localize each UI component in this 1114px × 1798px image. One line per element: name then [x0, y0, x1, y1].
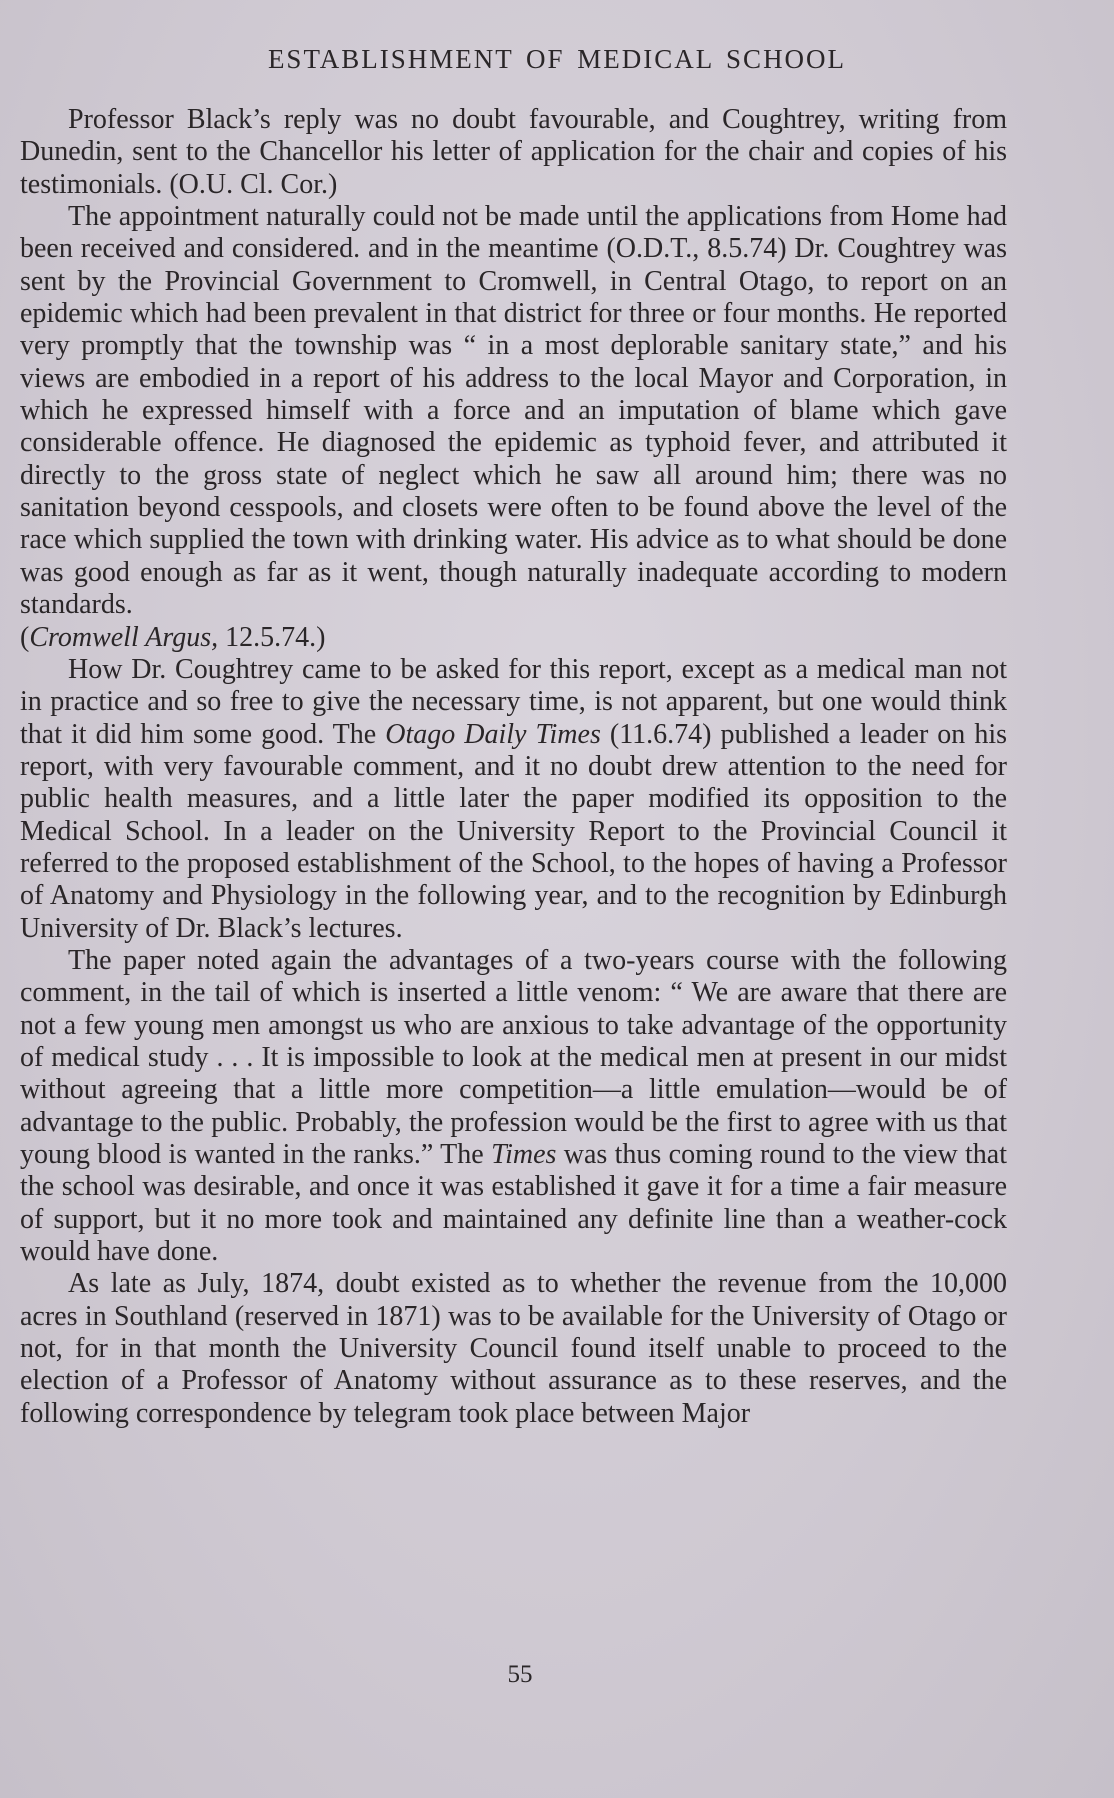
paragraph-1-text: Professor Black’s reply was no doubt favourable, and Coughtrey, writing from Dunedin, sent to the Chancellor his letter of application for the chair and copies of his testimonials. (O.U. Cl. Cor.): [20, 104, 1007, 200]
citation-italic: Cromwell Argus,: [29, 621, 219, 653]
paragraph-4-text-after: was thus coming round to the view that the school was desirable, and once it was established it gave it for a time a fair measure of support, but it no more took and maintained any definite line than a weather-cock would have done.: [20, 1139, 1008, 1268]
paragraph-4: [20, 945, 1007, 1268]
paragraph-1: [20, 104, 1007, 201]
citation-rest: 12.5.74.): [218, 621, 326, 653]
newspaper-title-short: Times: [491, 1139, 557, 1170]
running-head: ESTABLISHMENT OF MEDICAL SCHOOL: [267, 44, 847, 74]
paragraph-5-text: As late as July, 1874, doubt existed as to whether the revenue from the 10,000 acres in Southland (reserved in 1871) was to be available for the University of Otago or not, for in that month the University Council found itself unable to proceed to the election of a Professor of Anatomy without assurance as to these reserves, and the following correspondence by telegram took place between Major: [20, 1268, 1007, 1429]
paragraph-2-text: The appointment naturally could not be made until the applications from Home had been received and considered. and in the meantime (O.D.T., 8.5.74) Dr. Coughtrey was sent by the Provincial Government to Cromwell, in Central Otago, to report on an epidemic which had been prevalent in that district for three or four months. He reported very promptly that the township was “ in a most deplorable sanitary state,” and his views are embodied in a report of his address to the local Mayor and Corporation, in which he expressed himself with a force and an imputation of blame which gave considerable offence. He diagnosed the epidemic as typhoid fever, and attributed it directly to the gross state of neglect which he saw all around him; there was no sanitation beyond cesspools, and closets were often to be found above the level of the race which supplied the town with drinking water. His advice as to what should be done was good enough as far as it went, though naturally inadequate according to modern standards.: [20, 201, 1007, 621]
page-number: 55: [507, 1661, 533, 1688]
paragraph-2: The appointment naturally could not be made until the applications from Home had been received and considered. and in the meantime (O.D.T., 8.5.74) Dr. Coughtrey was sent by the Provincial Government to Cromwell, in Central Otago, to report on an epidemic which had been prevalent in that district for three or four months. He reported very promptly that the township was “ in a most deplorable sanitary state,” and his views are embodied in a report of his address to the local Mayor and Corporation, in which he expressed himself with a force and an imputation of blame which gave considerable offence. He diagnosed the epidemic as typhoid fever, and attributed it directly to the gross state of neglect which he saw all around him; there was no sanitation beyond cesspools, and closets were often to be found above the level of the race which supplied the town with drinking water. His advice as to what should be done was good enough as far as it went, though naturally inadequate according to modern standards. (Cromwell Argus, 12.5.74.): [20, 201, 1007, 653]
body-text: [20, 104, 1007, 1430]
paragraph-5: [20, 1268, 1007, 1430]
newspaper-title: Otago Daily Times: [385, 718, 601, 750]
paragraph-3-text-before: How Dr. Coughtrey came to be asked for this report, except as a medical man not in practice and so free to give the necessary time, is not apparent, but one would think that it did him some good. The: [20, 653, 1007, 750]
paragraph-3-text-after: (11.6.74) published a leader on his report, with very favourable comment, and it no doubt drew attention to the need for public health measures, and a little later the paper modified its opposition to the Medical School. In a leader on the University Report to the Provincial Council it referred to the proposed establishment of the School, to the hopes of having a Professor of Anatomy and Physiology in the following year, and to the recognition by Edinburgh University of Dr. Black’s lectures.: [20, 718, 1008, 944]
paragraph-4-text-before: The paper noted again the advantages of a two-years course with the following comment, in the tail of which is inserted a little venom: “ We are aware that there are not a few young men amongst us who are anxious to take advantage of the opportunity of medical study . . . It is impossible to look at the medical men at present in our midst without agreeing that a little more competition—a little emulation—would be of advantage to the public. Probably, the profession would be the first to agree with us that young blood is wanted in the ranks.” The: [20, 944, 1007, 1170]
paragraph-3: [20, 654, 1007, 945]
